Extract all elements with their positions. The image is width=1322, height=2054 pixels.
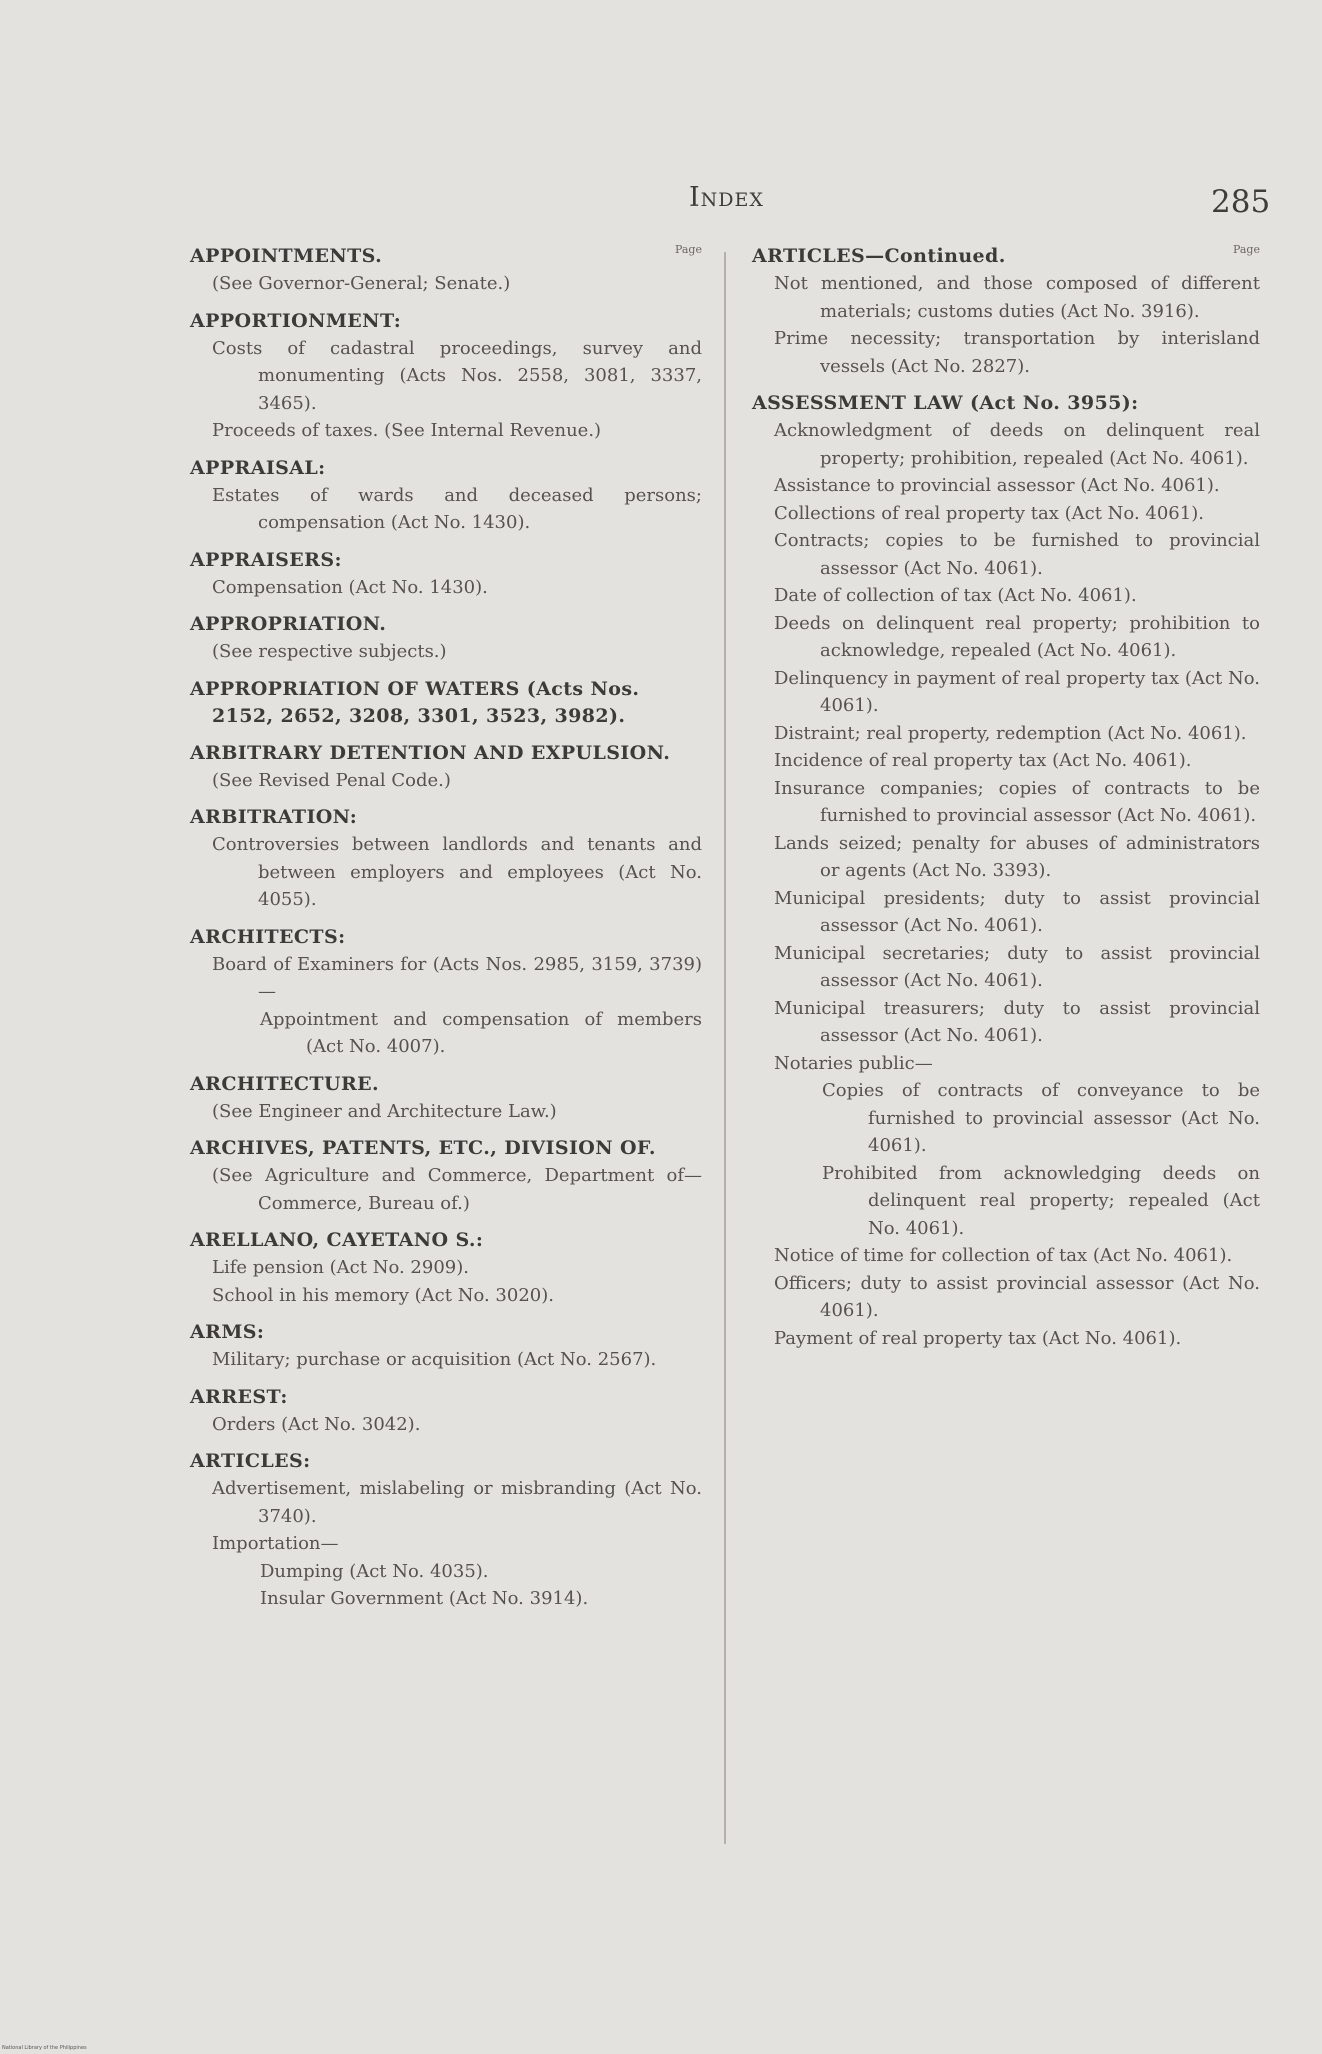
index-entry: [190, 611, 702, 666]
index-subentry: Board of Examiners for (Acts Nos. 2985, 3159, 3739)—: [212, 953, 702, 1002]
index-heading: ARELLANO, CAYETANO S.:: [190, 1229, 484, 1251]
index-entry: [752, 243, 1260, 380]
index-heading: APPORTIONMENT:: [190, 309, 402, 332]
index-subentry: Dumping (Act No. 4035).: [260, 1560, 489, 1582]
index-subentry: Assistance to provincial assessor (Act No. 4061).: [774, 475, 1220, 496]
index-subentry: Appointment and compensation of members (Act No. 4007).: [260, 1008, 702, 1057]
index-subentry: Copies of contracts of conveyance to be furnished to provincial assessor (Act No. 4061).: [822, 1080, 1260, 1156]
index-subentry: Municipal treasurers; duty to assist provincial assessor (Act No. 4061).: [774, 997, 1260, 1046]
index-heading: APPROPRIATION.: [190, 613, 387, 635]
index-subentry: Costs of cadastral proceedings, survey and monumenting (Acts Nos. 2558, 3081, 3337, 3465).: [212, 337, 702, 414]
index-subentry: Notice of time for collection of tax (Act No. 4061).: [774, 1245, 1233, 1266]
index-subentry: Collections of real property tax (Act No. 4061).: [774, 502, 1204, 524]
index-subentry: Proceeds of taxes. (See Internal Revenue.): [212, 420, 602, 441]
index-heading: APPRAISAL:: [190, 456, 326, 479]
index-subentry: Lands seized; penalty for abuses of administrators or agents (Act No. 3393).: [774, 832, 1260, 881]
index-entry: [752, 390, 1260, 1352]
index-heading: ARCHITECTS:: [190, 925, 346, 948]
index-subentry: Insular Government (Act No. 3914).: [260, 1588, 589, 1609]
index-entry: [190, 243, 702, 298]
right-column: [752, 243, 1260, 1362]
index-entry: [190, 924, 702, 1061]
index-subentry: Military; purchase or acquisition (Act No. 2567).: [212, 1349, 657, 1370]
index-entry: [190, 804, 702, 914]
index-subentry: (See Engineer and Architecture Law.): [212, 1100, 557, 1122]
index-heading: APPOINTMENTS.: [190, 245, 383, 267]
index-heading: ARTICLES:: [190, 1450, 311, 1472]
index-entry: [190, 1227, 702, 1309]
index-entry: [190, 1071, 702, 1126]
running-head: Index: [689, 182, 764, 213]
index-subentry: Prohibited from acknowledging deeds on delinquent real property; repealed (Act No. 4061).: [822, 1162, 1260, 1239]
index-heading: ASSESSMENT LAW (Act No. 3955):: [752, 392, 1139, 414]
index-subentry: Payment of real property tax (Act No. 4061).: [774, 1327, 1182, 1349]
index-entry: [190, 1135, 702, 1217]
index-entry: [190, 455, 702, 537]
index-heading: ARTICLES—Continued.: [752, 245, 1006, 267]
index-subentry: Estates of wards and deceased persons; compensation (Act No. 1430).: [212, 484, 702, 533]
index-subentry: (See respective subjects.): [212, 641, 447, 662]
index-entry: [190, 308, 702, 445]
index-heading: ARCHIVES, PATENTS, ETC., DIVISION OF.: [190, 1137, 656, 1159]
scan-credit: National Library of the Philippines: [2, 2045, 87, 2051]
index-entry: [190, 1384, 702, 1439]
index-heading: APPRAISERS:: [190, 548, 342, 571]
index-subentry: Contracts; copies to be furnished to provincial assessor (Act No. 4061).: [774, 530, 1260, 579]
index-subentry: Date of collection of tax (Act No. 4061).: [774, 585, 1137, 606]
page-number: 285: [1211, 184, 1271, 220]
index-subentry: Prime necessity; transportation by interisland vessels (Act No. 2827).: [774, 328, 1260, 377]
index-subentry: (See Agriculture and Commerce, Department of—Commerce, Bureau of.): [212, 1165, 702, 1214]
page-label: Page: [1232, 243, 1260, 256]
index-subentry: Municipal presidents; duty to assist provincial assessor (Act No. 4061).: [774, 887, 1260, 936]
index-entry: [190, 547, 702, 602]
index-subentry: (See Revised Penal Code.): [212, 769, 451, 791]
index-subentry: Compensation (Act No. 1430).: [212, 576, 488, 598]
index-subentry: Incidence of real property tax (Act No. 4061).: [774, 750, 1192, 771]
index-entry: [190, 740, 702, 795]
index-subentry: Notaries public—: [774, 1052, 933, 1074]
column-divider: [724, 252, 726, 1844]
index-subentry: Delinquency in payment of real property tax (Act No. 4061).: [774, 667, 1260, 716]
page-label: Page: [674, 243, 702, 256]
index-subentry: Distraint; real property, redemption (Act No. 4061).: [774, 722, 1247, 744]
index-entry: [190, 1448, 702, 1613]
index-subentry: Controversies between landlords and tenants and between employers and employees (Act No. 4055).: [212, 834, 702, 910]
index-subentry: Not mentioned, and those composed of different materials; customs duties (Act No. 3916).: [774, 273, 1260, 322]
index-subentry: Deeds on delinquent real property; prohibition to acknowledge, repealed (Act No. 4061).: [774, 612, 1260, 661]
index-subentry: School in his memory (Act No. 3020).: [212, 1284, 554, 1306]
index-heading: ARCHITECTURE.: [190, 1072, 380, 1095]
index-subentry: Municipal secretaries; duty to assist provincial assessor (Act No. 4061).: [774, 942, 1260, 991]
index-subentry: Orders (Act No. 3042).: [212, 1413, 421, 1435]
index-subentry: Life pension (Act No. 2909).: [212, 1257, 469, 1278]
index-subentry: Insurance companies; copies of contracts to be furnished to provincial assessor (Act No. 4061).: [774, 777, 1260, 826]
index-subentry: Advertisement, mislabeling or misbranding (Act No. 3740).: [212, 1478, 702, 1527]
index-subentry: Acknowledgment of deeds on delinquent real property; prohibition, repealed (Act No. 4061).: [774, 420, 1260, 469]
left-column: [190, 243, 702, 1623]
index-heading: ARREST:: [190, 1385, 288, 1408]
index-subentry: (See Governor-General; Senate.): [212, 273, 511, 294]
index-subentry: Officers; duty to assist provincial assessor (Act No. 4061).: [774, 1272, 1260, 1321]
index-entry: [190, 1319, 702, 1374]
index-entry: [190, 676, 702, 730]
index-heading: ARMS:: [190, 1321, 265, 1343]
index-heading: ARBITRARY DETENTION AND EXPULSION.: [190, 741, 671, 764]
index-subentry: Importation—: [212, 1533, 339, 1554]
index-heading: ARBITRATION:: [190, 806, 358, 828]
index-heading: APPROPRIATION OF WATERS (Acts Nos. 2152, 2652, 3208, 3301, 3523, 3982).: [190, 677, 640, 727]
